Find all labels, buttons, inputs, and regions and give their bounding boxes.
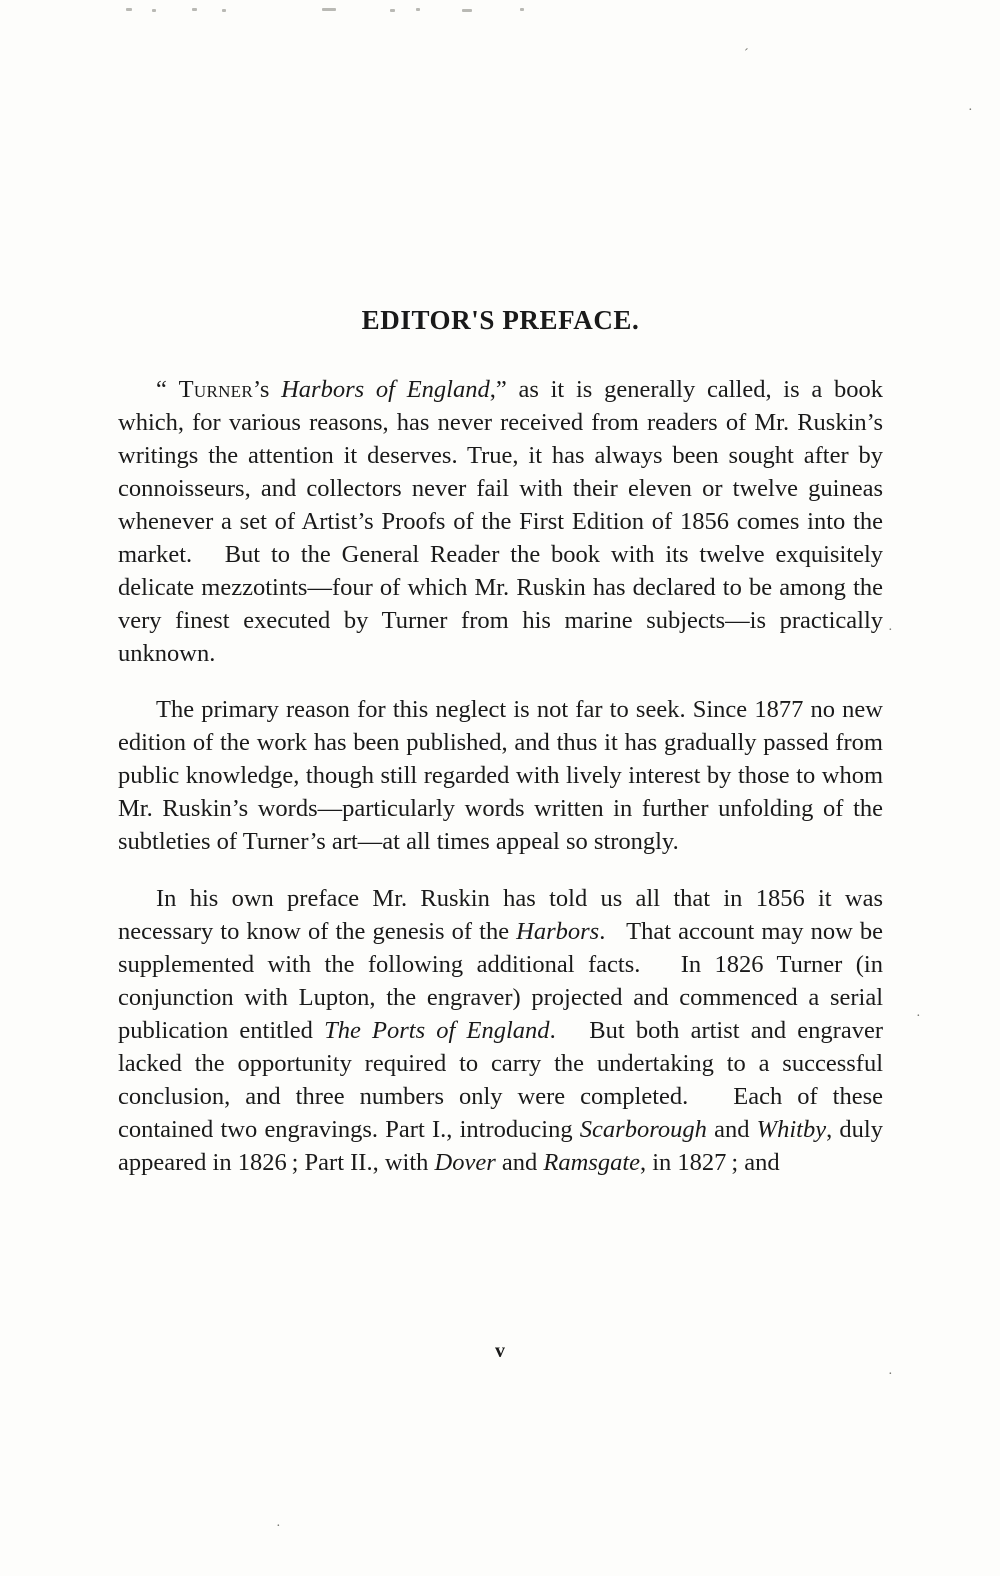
margin-mark: · [888, 623, 893, 638]
margin-mark: · [916, 1009, 921, 1024]
preface-body [118, 0, 883, 1180]
paragraph-3: In his own preface Mr. Ruskin has told us all that in 1856 it was necessary to know of the genesis of the Harbors. That account may now be supplemented with the following additional facts. In 1826 Turner (in conjunction with Lupton, the engraver) projected and commenced a serial publication entitled The Ports of England. But both artist and engraver lacked the opportunity required to carry the undertaking to a successful conclusion, and three numbers only were completed. Each of these contained two engravings. Part I., introducing Scarborough and Whitby, duly appeared in 1826 ; Part II., with Dover and Ramsgate, in 1827 ; and [118, 885, 884, 1176]
page-title: EDITOR'S PREFACE. [361, 305, 640, 335]
margin-mark: · [888, 1367, 893, 1382]
margin-mark: ´ [744, 47, 749, 62]
paragraph-2: The primary reason for this neglect is not far to seek. Since 1877 no new edition of the work has been published, and thus it has gradually passed from public knowledge, though still regarded with lively interest by those to whom Mr. Ruskin’s words—particularly words written in further unfolding of the subtleties of Turner’s art—at all times appeal so strongly. [118, 696, 883, 856]
margin-mark: · [276, 1519, 281, 1534]
page-number: v [495, 1340, 505, 1362]
margin-mark: · [968, 103, 973, 118]
paragraph-1: “ Turner’s Harbors of England,” as it is generally called, is a book which, for various reasons, has never received from readers of Mr. Ruskin’s writings the attention it deserves. True, it has always been sought after by connoisseurs, and collectors never fail with their eleven or twelve guineas whenever a set of Artist’s Proofs of the First Edition of 1856 comes into the market. But to the General Reader the book with its twelve exquisitely delicate mezzotints—four of which Mr. Ruskin has declared to be among the very finest executed by Turner from his marine subjects—is practically unknown. [118, 376, 884, 667]
